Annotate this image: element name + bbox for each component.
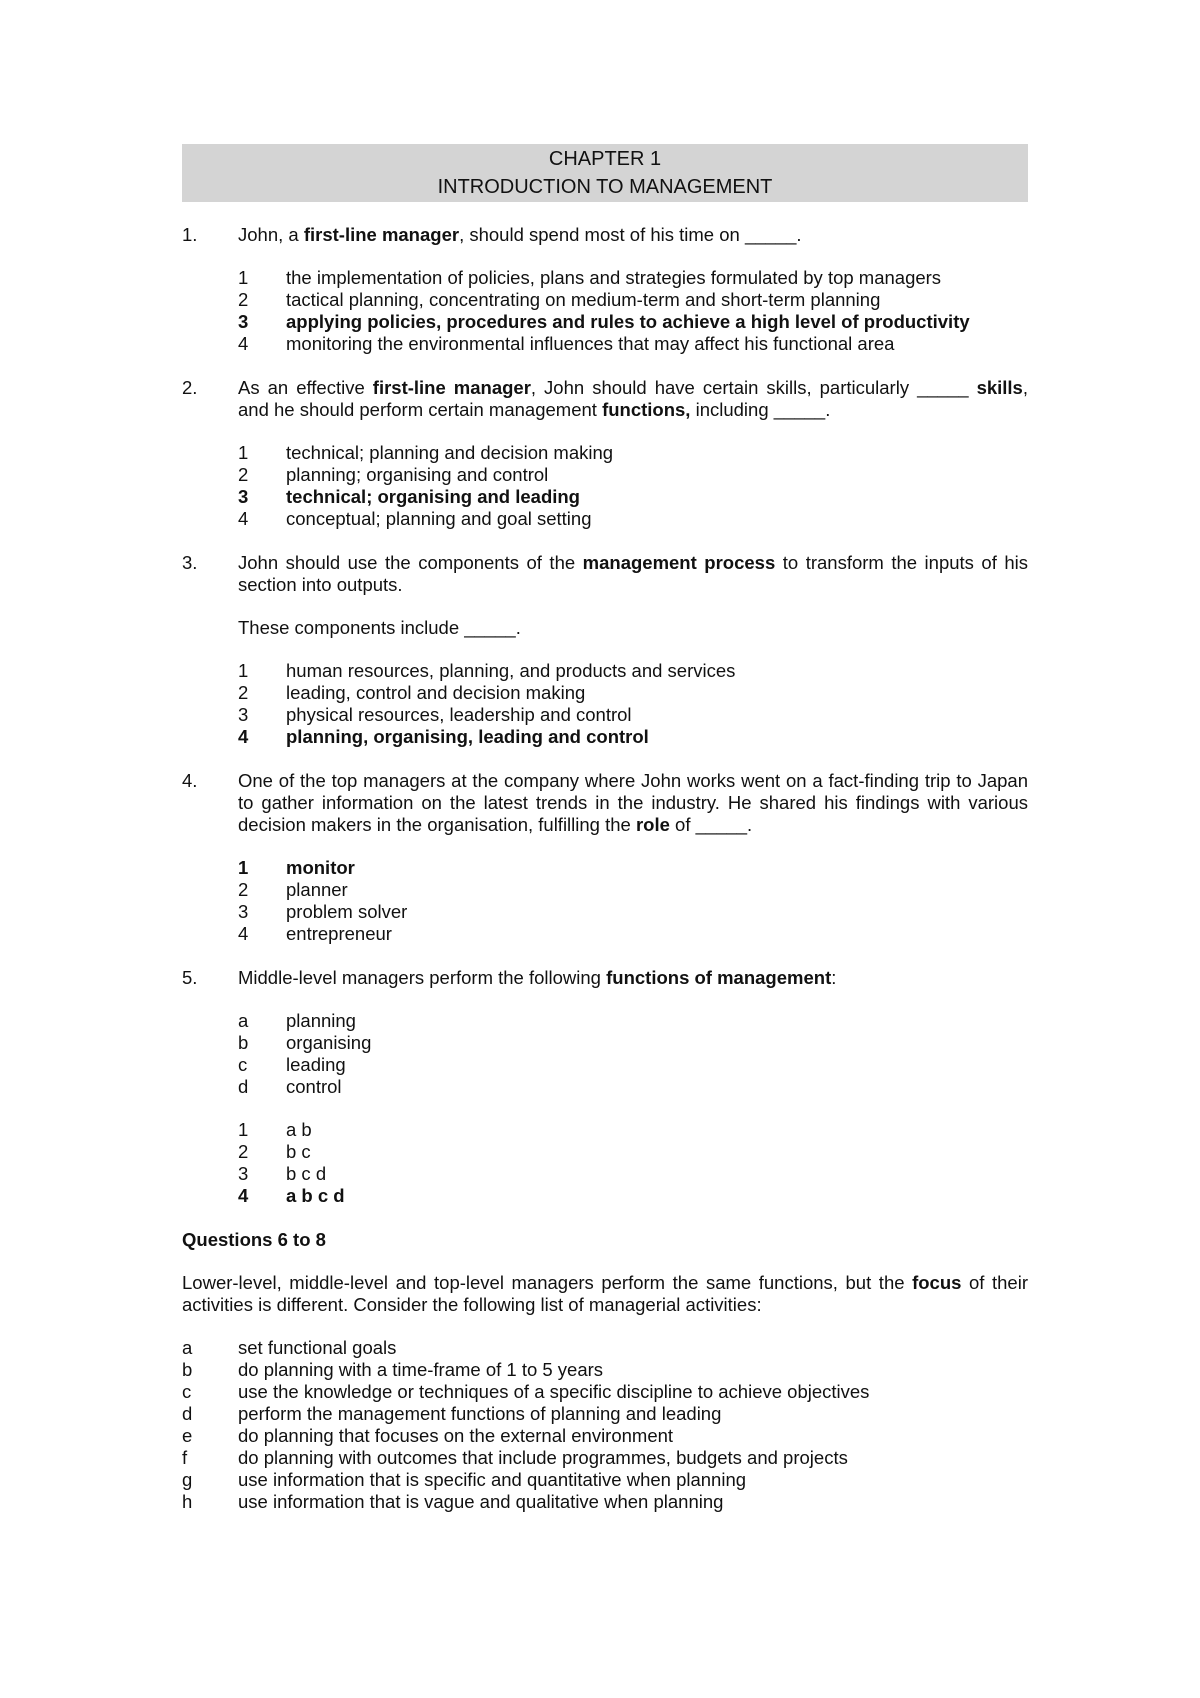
option-key: 2 [238, 682, 249, 703]
activity-text: use information that is specific and quantitative when planning [238, 1469, 747, 1490]
question-2-options [238, 442, 1028, 530]
option [238, 901, 1028, 923]
question-number: 1. [182, 224, 198, 245]
option-text: conceptual; planning and goal setting [286, 508, 592, 529]
question-5-options [238, 1119, 1028, 1207]
option [238, 1141, 1028, 1163]
option-correct [238, 857, 1028, 879]
activity-key: a [182, 1337, 193, 1358]
section-heading: Questions 6 to 8 [182, 1229, 326, 1250]
text-run: , John should have certain skills, particularly _____ [530, 377, 977, 398]
question-3 [182, 552, 1028, 639]
bold-term: management process [582, 552, 776, 573]
option-key: 3 [238, 704, 249, 725]
text-run: of _____. [669, 814, 753, 835]
question-1 [182, 224, 1028, 246]
question-number: 5. [182, 967, 198, 988]
item-key: d [238, 1076, 249, 1097]
option-text: tactical planning, concentrating on medium-term and short-term planning [286, 289, 881, 310]
option [238, 879, 1028, 901]
option-correct [238, 311, 1028, 333]
text-run: Middle-level managers perform the following [238, 967, 607, 988]
option-text: problem solver [286, 901, 408, 922]
section-intro [182, 1272, 1028, 1316]
text-run: : [831, 967, 837, 988]
option-key: 3 [238, 486, 249, 507]
activity-key: c [182, 1381, 192, 1402]
option-text: b c d [286, 1163, 327, 1184]
option-key: 2 [238, 464, 249, 485]
option [238, 508, 1028, 530]
activity-item [182, 1447, 1028, 1469]
option-text: technical; organising and leading [286, 486, 580, 507]
option [238, 464, 1028, 486]
question-number: 4. [182, 770, 198, 791]
activity-item [182, 1425, 1028, 1447]
item-text: planning [286, 1010, 356, 1031]
bold-term: focus [912, 1272, 962, 1293]
option-text: planning; organising and control [286, 464, 549, 485]
item-key: c [238, 1054, 248, 1075]
option-key: 2 [238, 879, 249, 900]
option-text: a b c d [286, 1185, 345, 1206]
question-5 [182, 967, 1028, 989]
chapter-header [182, 144, 1028, 202]
activity-item [182, 1491, 1028, 1513]
option [238, 660, 1028, 682]
option-key: 1 [238, 660, 249, 681]
option-text: the implementation of policies, plans and strategies formulated by top managers [286, 267, 942, 288]
option [238, 289, 1028, 311]
option-key: 2 [238, 1141, 249, 1162]
option-key: 4 [238, 1185, 249, 1206]
activity-text: use information that is vague and qualitative when planning [238, 1491, 724, 1512]
option [238, 267, 1028, 289]
question-text [238, 224, 1028, 246]
option [238, 442, 1028, 464]
question-4-options [238, 857, 1028, 945]
activity-key: h [182, 1491, 193, 1512]
bold-term: skills [976, 377, 1023, 398]
bold-term: functions of management [606, 967, 832, 988]
question-2 [182, 377, 1028, 421]
option [238, 682, 1028, 704]
activity-text: set functional goals [238, 1337, 397, 1358]
item [238, 1032, 1028, 1054]
question-text [238, 967, 1028, 989]
activity-text: perform the management functions of planning and leading [238, 1403, 722, 1424]
text-run: As an effective [238, 377, 373, 398]
item [238, 1076, 1028, 1098]
bold-term: first-line manager [303, 224, 460, 245]
activity-list [182, 1337, 1028, 1513]
question-text [238, 770, 1028, 836]
activity-text: do planning with outcomes that include programmes, budgets and projects [238, 1447, 848, 1468]
option-key: 1 [238, 267, 249, 288]
question-text [238, 552, 1028, 639]
option-text: monitoring the environmental influences that may affect his functional area [286, 333, 895, 354]
text-run: to transform the inputs of his section into outputs. [238, 552, 1029, 595]
text-run: of their activities is different. Consider the following list of managerial activities: [182, 1272, 1028, 1315]
question-text [238, 377, 1028, 421]
option-key: 1 [238, 1119, 249, 1140]
item-text: leading [286, 1054, 346, 1075]
text-run: Lower-level, middle-level and top-level managers perform the same functions, but the [182, 1272, 913, 1293]
option-key: 4 [238, 923, 249, 944]
option-key: 3 [238, 311, 249, 332]
option [238, 923, 1028, 945]
option-text: planning, organising, leading and control [286, 726, 649, 747]
option-key: 1 [238, 857, 249, 878]
activity-key: e [182, 1425, 193, 1446]
option [238, 333, 1028, 355]
activity-key: g [182, 1469, 193, 1490]
option-text: human resources, planning, and products and services [286, 660, 736, 681]
activity-text: do planning with a time-frame of 1 to 5 years [238, 1359, 604, 1380]
activity-key: d [182, 1403, 193, 1424]
item-key: b [238, 1032, 249, 1053]
question-number: 2. [182, 377, 198, 398]
question-5-items [238, 1010, 1028, 1098]
activity-text: use the knowledge or techniques of a specific discipline to achieve objectives [238, 1381, 870, 1402]
text-run: One of the top managers at the company where John works went on a fact-finding trip to Japan to gather information on the latest trends in the industry. He shared his findings with various decision makers in the organisation, fulfilling the [238, 770, 1028, 835]
option-text: a b [286, 1119, 312, 1140]
activity-item [182, 1469, 1028, 1491]
activity-item [182, 1359, 1028, 1381]
bold-term: functions, [602, 399, 691, 420]
text-run: John, a [238, 224, 304, 245]
option-correct [238, 486, 1028, 508]
option-key: 4 [238, 508, 249, 529]
option-text: monitor [286, 857, 355, 878]
option-text: planner [286, 879, 348, 900]
option-key: 1 [238, 442, 249, 463]
option-key: 3 [238, 1163, 249, 1184]
option-correct [238, 726, 1028, 748]
option-text: b c [286, 1141, 311, 1162]
option [238, 1163, 1028, 1185]
bold-term: role [635, 814, 670, 835]
option [238, 704, 1028, 726]
activity-item [182, 1337, 1028, 1359]
option-correct [238, 1185, 1028, 1207]
activity-item [182, 1381, 1028, 1403]
option-text: physical resources, leadership and control [286, 704, 632, 725]
option-key: 2 [238, 289, 249, 310]
option-text: leading, control and decision making [286, 682, 586, 703]
question-number: 3. [182, 552, 198, 573]
item [238, 1054, 1028, 1076]
option-key: 4 [238, 333, 249, 354]
activity-key: f [182, 1447, 188, 1468]
option-text: entrepreneur [286, 923, 392, 944]
option [238, 1119, 1028, 1141]
text-run: , and he should perform certain management [238, 377, 1028, 420]
text-run: John should use the components of the [238, 552, 583, 573]
item-key: a [238, 1010, 249, 1031]
item-text: control [286, 1076, 342, 1097]
option-text: applying policies, procedures and rules to achieve a high level of productivity [286, 311, 970, 332]
question-1-options [238, 267, 1028, 355]
question-4 [182, 770, 1028, 836]
question-subtext: These components include _____. [238, 617, 521, 638]
activity-item [182, 1403, 1028, 1425]
activity-text: do planning that focuses on the external environment [238, 1425, 674, 1446]
text-run: including _____. [690, 399, 831, 420]
chapter-number: CHAPTER 1 [548, 148, 662, 170]
item-text: organising [286, 1032, 372, 1053]
option-text: technical; planning and decision making [286, 442, 614, 463]
option-key: 4 [238, 726, 249, 747]
document-page [182, 144, 1028, 1513]
text-run: , should spend most of his time on _____. [459, 224, 802, 245]
activity-key: b [182, 1359, 193, 1380]
bold-term: first-line manager [372, 377, 531, 398]
item [238, 1010, 1028, 1032]
chapter-title: INTRODUCTION TO MANAGEMENT [437, 176, 773, 198]
option-key: 3 [238, 901, 249, 922]
question-3-options [238, 660, 1028, 748]
